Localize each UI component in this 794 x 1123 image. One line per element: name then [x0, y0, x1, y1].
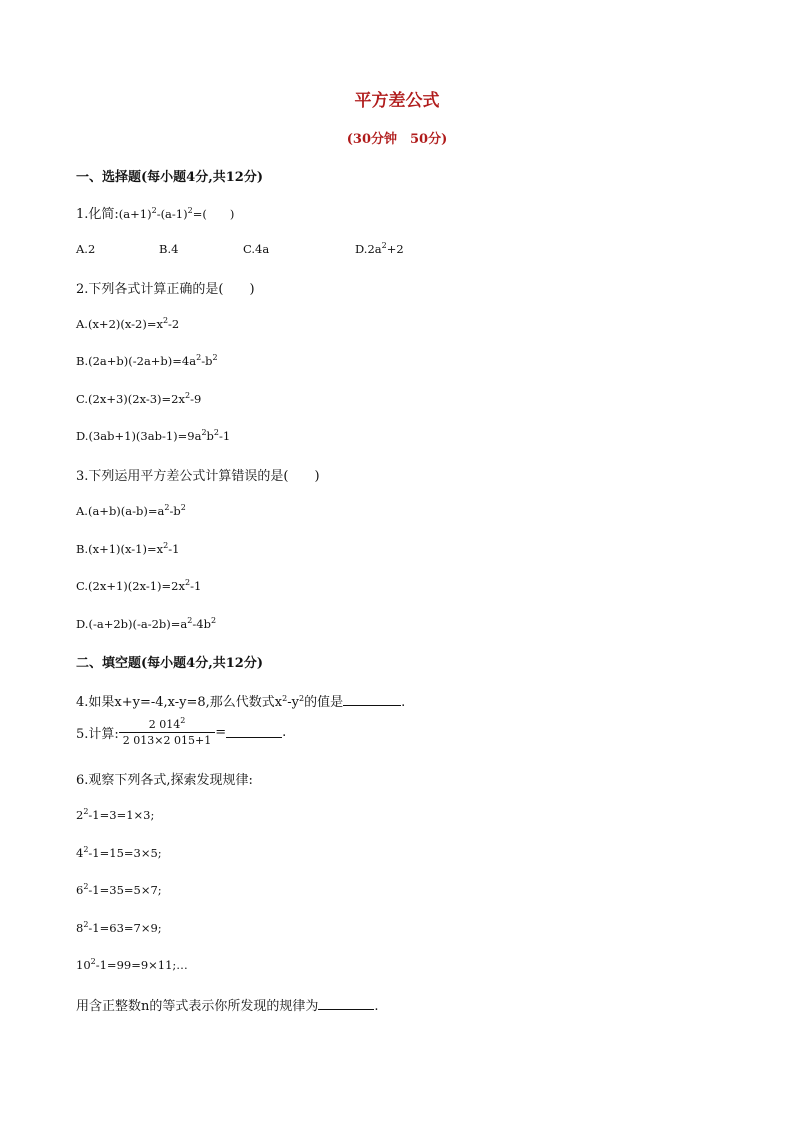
pattern-line: $4^2-1=15=3\times 5$;	[76, 845, 162, 860]
question-4: 4.如果x+y=-4,x-y=8,那么代数式$x^2-y^2$的值是 .	[76, 694, 406, 710]
question-1	[76, 203, 234, 222]
question-5: 5.计算: $\frac{2 014^2}{2 013\times 2 015+1}$ = .	[76, 716, 287, 747]
question-2-stem: 2.下列各式计算正确的是( )	[76, 282, 255, 297]
q2-option-b: $B.(2a+b)(-2a+b)=4a^2-b^2$	[76, 353, 218, 368]
fraction-numerator: 2 $014^2$	[148, 716, 186, 731]
q3-option-c: $C.(2x+1)(2x-1)=2x^2-1$	[76, 578, 202, 593]
q3-option-a: $A.(a+b)(a-b)=a^2-b^2$	[76, 503, 186, 518]
answer-blank[interactable]	[343, 695, 401, 706]
pattern-line: $6^2-1=35=5\times 7$;	[76, 882, 162, 897]
q2-option-c: $C.(2x+3)(2x-3)=2x^2-9$	[76, 391, 202, 406]
pattern-line: $2^2-1=3=1\times 3$;	[76, 807, 155, 822]
fraction-denominator: 2 013×2 015+1	[119, 732, 215, 747]
question-3-stem: 3.下列运用平方差公式计算错误的是( )	[76, 469, 320, 484]
section-heading-fill: 二、填空题(每小题4分,共12分)	[76, 656, 263, 671]
q2-option-d: $D.(3ab+1)(3ab-1)=9a^2b^2-1$	[76, 428, 231, 443]
q1-option-c: C.4a	[243, 242, 270, 256]
pattern-line: $10^2-1=99=9\times 11;\dots$	[76, 957, 188, 972]
question-1-expr: $(a+1)^2-(a-1)^2=$( )	[118, 206, 235, 221]
answer-blank[interactable]	[318, 999, 374, 1010]
q1-option-d: $D.2a^2+2$	[355, 241, 404, 256]
fraction	[119, 718, 215, 747]
q2-option-a: $A.(x+2)(x-2)=x^2-2$	[76, 316, 180, 331]
question-6-final: 用含正整数n的等式表示你所发现的规律为 .	[76, 999, 379, 1014]
page-title: 平方差公式	[354, 91, 440, 111]
section-heading-choice: 一、选择题(每小题4分,共12分)	[76, 170, 263, 185]
q3-option-d: $D.(-a+2b)(-a-2b)=a^2-4b^2$	[76, 616, 217, 631]
q1-option-a: A.2	[76, 242, 96, 256]
page-subtitle: (30分钟 50分)	[346, 132, 448, 147]
question-1-label: 1.化简:	[76, 207, 119, 222]
question-6-stem: 6.观察下列各式,探索发现规律:	[76, 773, 253, 788]
q3-option-b: $B.(x+1)(x-1)=x^2-1$	[76, 541, 180, 556]
pattern-line: $8^2-1=63=7\times 9$;	[76, 920, 162, 935]
q1-option-b: B.4	[159, 242, 179, 256]
answer-blank[interactable]	[226, 727, 282, 738]
